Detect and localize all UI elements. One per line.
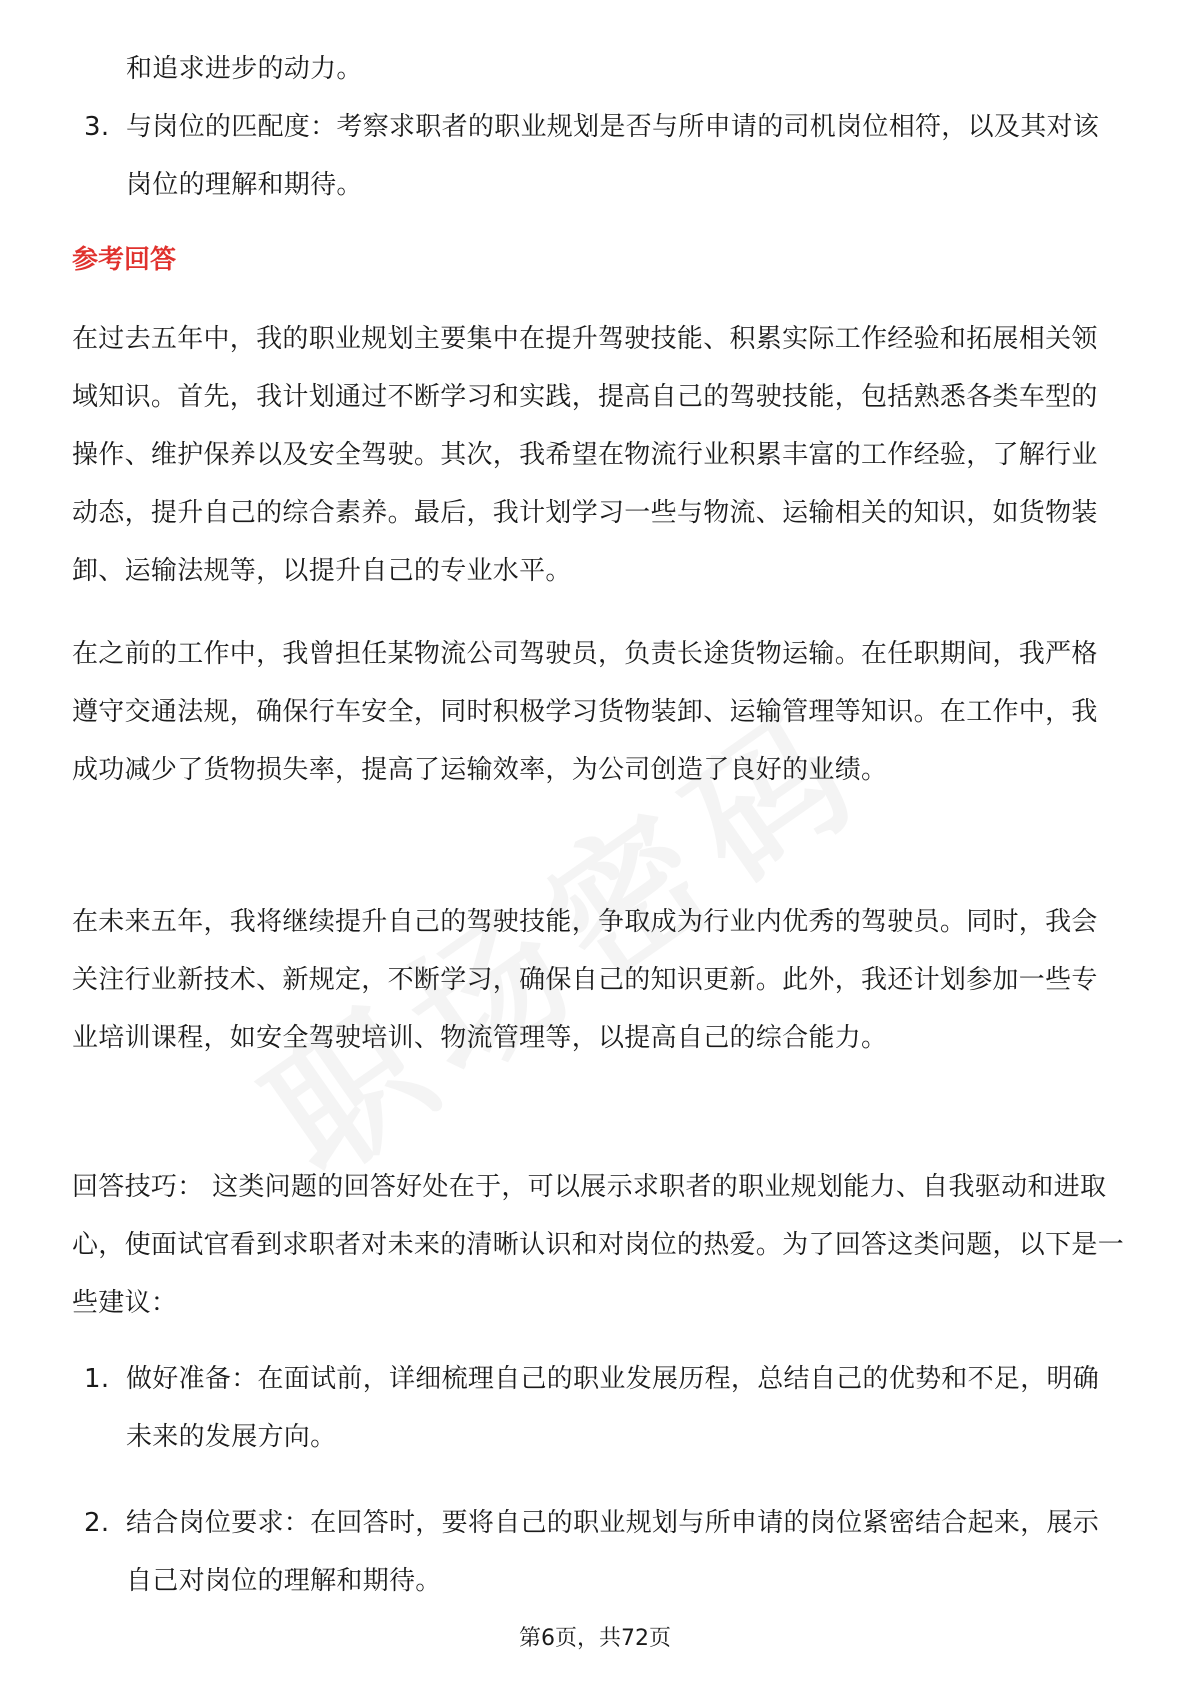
criteria-list-item-3 <box>84 98 1124 214</box>
page-number-footer: 第6页，共72页 <box>519 1626 671 1651</box>
list-item-text: 结合岗位要求：在回答时，要将自己的职业规划与所申请的岗位紧密结合起来，展示自己对岗位的理解和期待。 <box>126 1508 1100 1596</box>
list-item-text: 与岗位的匹配度：考察求职者的职业规划是否与所申请的司机岗位相符，以及其对该岗位的理解和期待。 <box>126 112 1100 200</box>
list-number: 2. <box>84 1508 110 1538</box>
tips-list-item-2 <box>84 1494 1124 1610</box>
list-number: 3. <box>84 112 110 142</box>
tips-list-item-1 <box>84 1350 1124 1466</box>
section-title: 参考回答 <box>72 245 177 275</box>
list-item-continuation: 和追求进步的动力。 <box>126 54 363 84</box>
tips-intro-paragraph: 回答技巧： 这类问题的回答好处在于，可以展示求职者的职业规划能力、自我驱动和进取心，使面试官看到求职者对未来的清晰认识和对岗位的热爱。为了回答这类问题，以下是一些建议： <box>72 1172 1125 1318</box>
answer-paragraph-1: 在过去五年中，我的职业规划主要集中在提升驾驶技能、积累实际工作经验和拓展相关领域知识。首先，我计划通过不断学习和实践，提高自己的驾驶技能，包括熟悉各类车型的操作、维护保养以及安全驾驶。其次，我希望在物流行业积累丰富的工作经验，了解行业动态，提升自己的综合素养。最后，我计划学习一些与物流、运输相关的知识，如货物装卸、运输法规等，以提升自己的专业水平。 <box>72 324 1098 586</box>
list-item-text: 做好准备：在面试前，详细梳理自己的职业发展历程，总结自己的优势和不足，明确未来的发展方向。 <box>126 1364 1100 1452</box>
list-number: 1. <box>84 1364 110 1394</box>
answer-paragraph-2: 在之前的工作中，我曾担任某物流公司驾驶员，负责长途货物运输。在任职期间，我严格遵守交通法规，确保行车安全，同时积极学习货物装卸、运输管理等知识。在工作中，我成功减少了货物损失率，提高了运输效率，为公司创造了良好的业绩。 <box>72 639 1098 785</box>
answer-paragraph-3: 在未来五年，我将继续提升自己的驾驶技能，争取成为行业内优秀的驾驶员。同时，我会关注行业新技术、新规定，不断学习，确保自己的知识更新。此外，我还计划参加一些专业培训课程，如安全驾驶培训、物流管理等，以提高自己的综合能力。 <box>72 907 1098 1053</box>
